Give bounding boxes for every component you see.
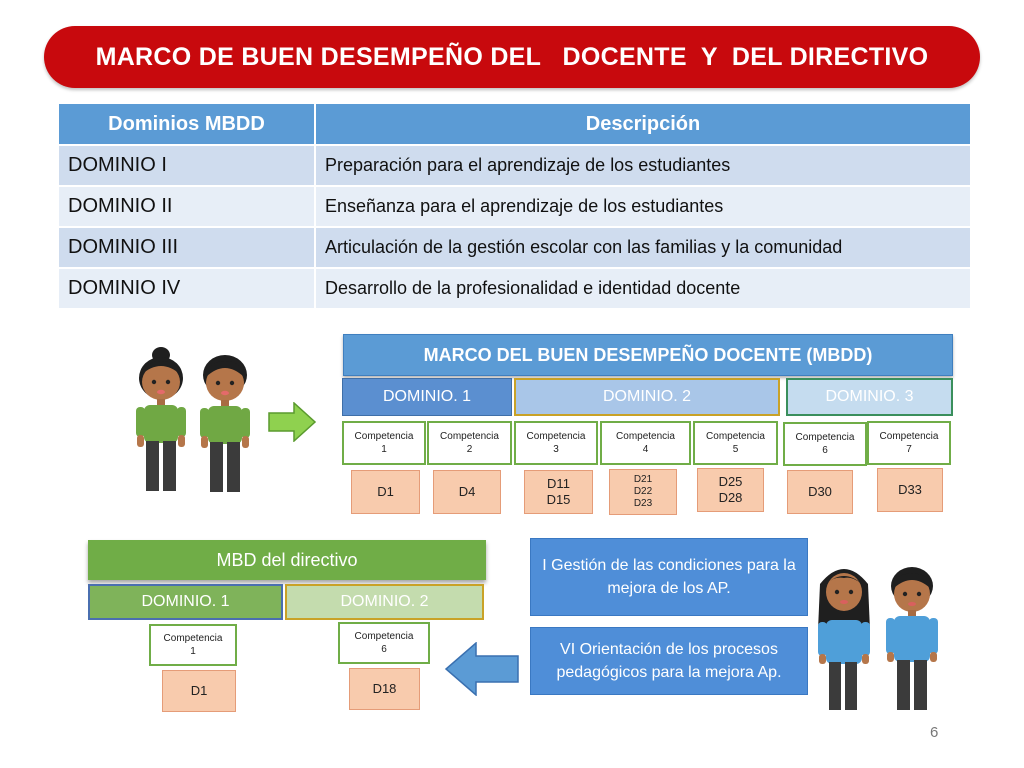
competencia-label: Competencia (795, 431, 855, 443)
competencia-label: Competencia (706, 430, 765, 442)
descripcion-cell: Desarrollo de la profesionalidad e identidad docente (316, 269, 970, 308)
competencia-number: 6 (381, 644, 387, 655)
director-man-figure (886, 567, 938, 710)
competencia-number: 3 (553, 444, 559, 455)
mbdd-dominio-3: DOMINIO. 3 (786, 378, 953, 416)
mbdd-competencia-2 (427, 421, 512, 465)
competencia-number: 4 (642, 444, 649, 455)
director-woman-figure (818, 569, 870, 710)
mbdd-competencia-3 (514, 421, 598, 465)
mbdd-desempeno-code: D1 (351, 470, 420, 514)
directivo-desempeno-code: D1 (162, 670, 236, 712)
column-header: Descripción (316, 104, 970, 144)
competencia-label: Competencia (163, 632, 223, 644)
table-header-row (59, 104, 970, 144)
mbdd-desempeno-code: D4 (433, 470, 501, 514)
mbdd-competencia-4 (600, 421, 691, 465)
competencia-number: 7 (906, 444, 912, 455)
dominio-cell: DOMINIO I (59, 146, 314, 185)
column-header: Dominios MBDD (59, 104, 314, 144)
directivo-dominio-2: DOMINIO. 2 (285, 584, 484, 620)
student-boy-figure (200, 355, 250, 492)
arrow-left-icon (444, 642, 520, 696)
descripcion-cell: Articulación de la gestión escolar con las familias y la comunidad (316, 228, 970, 267)
mbdd-competencia-6 (783, 422, 867, 466)
competencia-number: 1 (381, 444, 387, 455)
mbdd-desempeno-code: D11 D15 (524, 470, 593, 514)
competencia-label: Competencia (879, 430, 939, 442)
arrow-right-icon (268, 402, 316, 442)
gestion-condiciones-box: I Gestión de las condiciones para la mejora de los AP. (530, 538, 808, 616)
mbdd-dominio-2: DOMINIO. 2 (514, 378, 780, 416)
dominios-table (57, 102, 972, 310)
mbdd-desempeno-code: D25 D28 (697, 468, 764, 512)
competencia-number: 5 (732, 444, 739, 455)
competencia-label: Competencia (616, 430, 675, 442)
mbdd-desempeno-code: D21 D22 D23 (609, 469, 677, 515)
table-row (59, 228, 970, 267)
orientacion-procesos-box: VI Orientación de los procesos pedagógicos para la mejora Ap. (530, 627, 808, 695)
dominio-cell: DOMINIO III (59, 228, 314, 267)
descripcion-cell: Enseñanza para el aprendizaje de los estudiantes (316, 187, 970, 226)
table-row (59, 269, 970, 308)
mbdd-desempeno-code: D33 (877, 468, 943, 512)
mbdd-dominio-1: DOMINIO. 1 (342, 378, 512, 416)
directors-illustration (812, 560, 948, 712)
directivo-competencia-1 (149, 624, 237, 666)
dominio-cell: DOMINIO IV (59, 269, 314, 308)
student-girl-figure (136, 347, 186, 491)
mbdd-competencia-7 (867, 421, 951, 465)
table-row (59, 187, 970, 226)
directivo-competencia-6 (338, 622, 430, 664)
competencia-label: Competencia (526, 430, 586, 442)
students-illustration (128, 345, 260, 495)
mbd-directivo-title: MBD del directivo (88, 540, 486, 580)
competencia-number: 1 (190, 646, 196, 657)
competencia-number: 6 (822, 445, 828, 456)
competencia-label: Competencia (354, 630, 414, 642)
mbdd-competencia-1 (342, 421, 426, 465)
mbdd-title: MARCO DEL BUEN DESEMPEÑO DOCENTE (MBDD) (343, 334, 953, 376)
descripcion-cell: Preparación para el aprendizaje de los estudiantes (316, 146, 970, 185)
table-row (59, 146, 970, 185)
page-title: MARCO DE BUEN DESEMPEÑO DEL DOCENTE Y DEL DIRECTIVO (44, 26, 980, 88)
mbdd-desempeno-code: D30 (787, 470, 853, 514)
mbdd-competencia-5 (693, 421, 778, 465)
competencia-number: 2 (466, 444, 473, 455)
page-number: 6 (930, 724, 939, 741)
dominio-cell: DOMINIO II (59, 187, 314, 226)
directivo-dominio-1: DOMINIO. 1 (88, 584, 283, 620)
competencia-label: Competencia (354, 430, 414, 442)
competencia-label: Competencia (440, 430, 499, 442)
directivo-desempeno-code: D18 (349, 668, 420, 710)
